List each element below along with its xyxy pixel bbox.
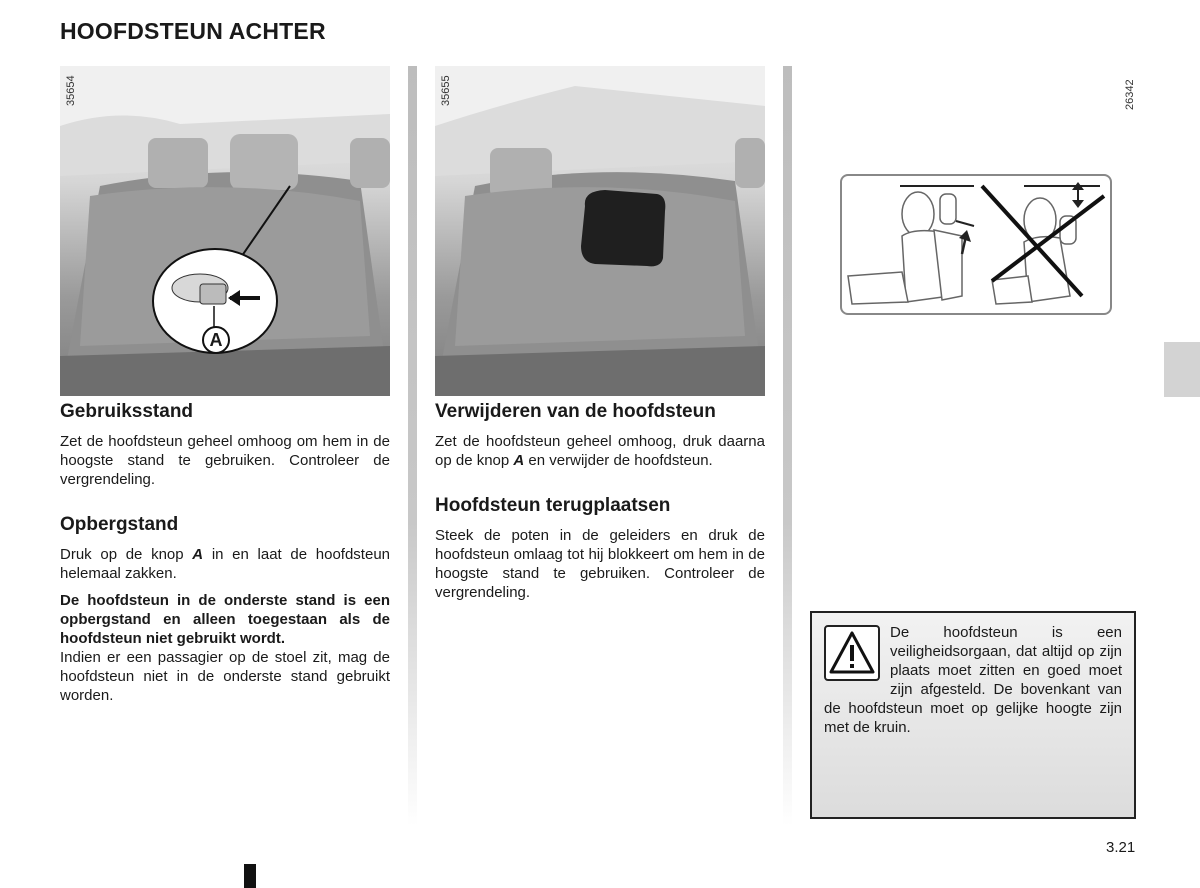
column-removal: [435, 66, 765, 602]
section-heading-refit: Hoofdsteun terugplaatsen: [435, 495, 671, 516]
key-label-a: A: [513, 452, 525, 469]
column-storage: [60, 66, 390, 705]
chapter-tab: [1164, 342, 1200, 397]
callout-label-a: A: [202, 326, 230, 354]
key-label-a: A: [192, 546, 204, 563]
figure-reference-number: 35655: [440, 75, 452, 106]
page-title: HOOFDSTEUN ACHTER: [60, 18, 326, 44]
storage-passenger-note: Indien er een passagier op de stoel zit, mag de hoofdsteun niet in de onderste stand gebruikt worden.: [60, 649, 390, 704]
section-heading-removal: Verwijderen van de hoofdsteun: [435, 401, 716, 422]
page-number: 3.21: [1106, 839, 1136, 856]
text-run: en verwijder de hoofdsteun.: [524, 452, 713, 469]
section-text-refit: Steek de poten in de geleiders en druk de hoofdsteun omlaag tot hij blokkeert om hem in de hoogste stand te gebruiken. Controleer de vergrendeling.: [435, 527, 765, 601]
section-text-storage: [60, 545, 390, 583]
text-run: Druk op de knop: [60, 546, 193, 563]
warning-text: De hoofdsteun is een veiligheidsorgaan, dat altijd op zijn plaats moet zitten en goed moet zijn afgesteld. De bovenkant van de hoofdsteun moet op gelijke hoogte zijn met de kruin.: [824, 624, 1122, 736]
crop-mark: [244, 864, 256, 888]
figure-reference-number: 26342: [1124, 79, 1136, 110]
text-run: in en laat de hoofdsteun helemaal zakken.: [60, 546, 390, 582]
photo-headrest-removed: [435, 66, 765, 396]
column-divider: [783, 66, 792, 826]
text-run: Zet de hoofdsteun geheel omhoog, druk daarna op de knop: [435, 433, 765, 469]
warning-triangle-icon: [824, 625, 880, 681]
storage-bold-note: De hoofdsteun in de onderste stand is een opbergstand en alleen toegestaan als de hoofdsteun niet gebruikt wordt.: [60, 592, 390, 647]
section-heading-storage: Opbergstand: [60, 514, 179, 535]
figure-reference-number: 35654: [65, 75, 77, 106]
section-text-removal: [435, 432, 765, 470]
section-text-usage: Zet de hoofdsteun geheel omhoog om hem in de hoogste stand te gebruiken. Controleer de vergrendeling.: [60, 433, 390, 488]
headrest-height-diagram-illustration: [842, 176, 1110, 313]
headrest-height-diagram: [840, 174, 1112, 315]
warning-box: [810, 611, 1136, 819]
section-heading-usage: Gebruiksstand: [60, 401, 194, 422]
headrest-removal-illustration: [435, 66, 765, 396]
column-divider: [408, 66, 417, 826]
photo-rear-seat-headrest: [60, 66, 390, 396]
